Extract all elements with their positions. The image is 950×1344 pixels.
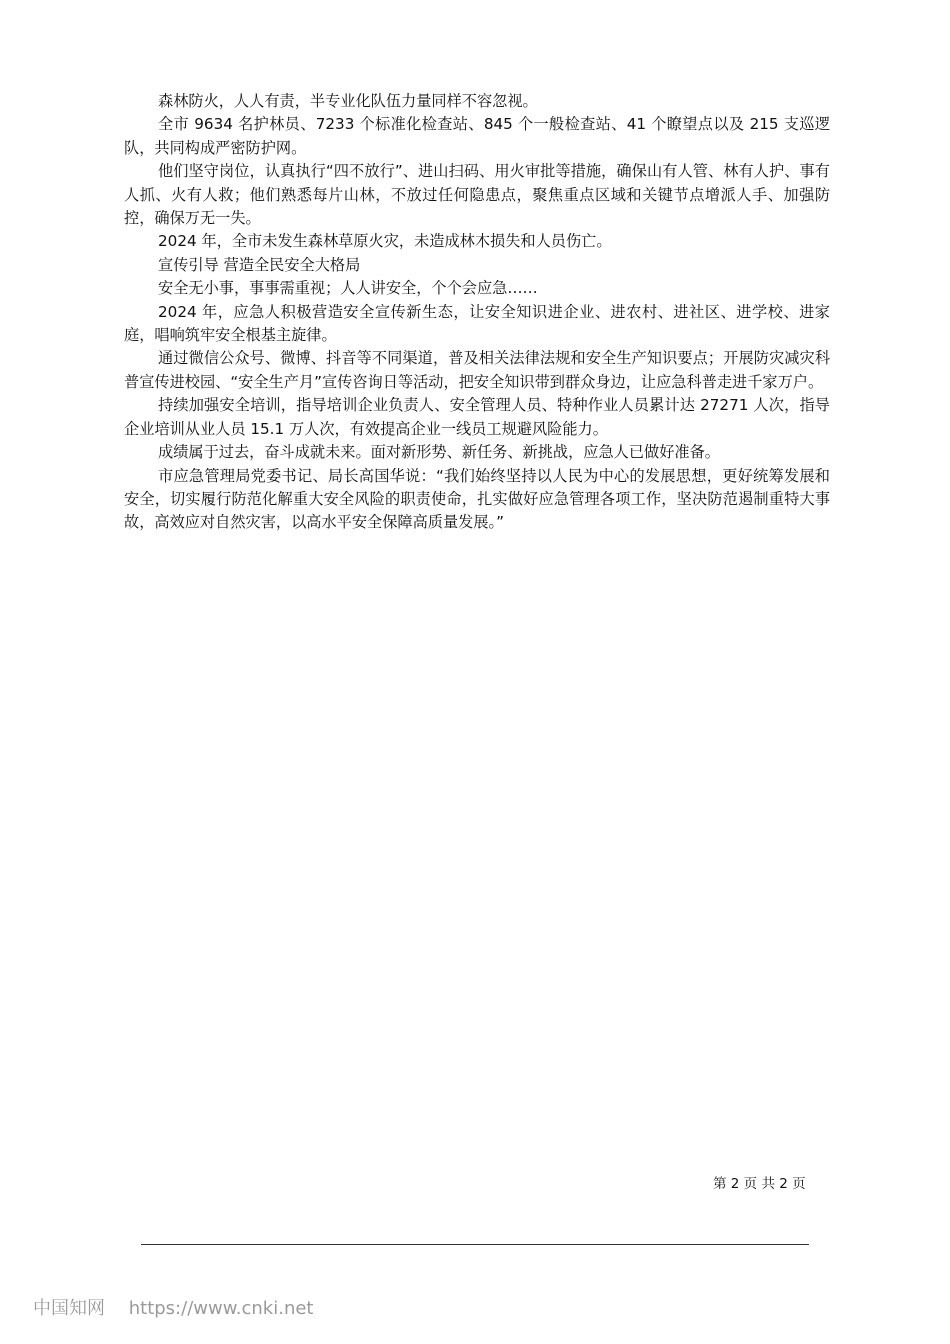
paragraph: 市应急管理局党委书记、局长高国华说：“我们始终坚持以人民为中心的发展思想，更好统筹发展和安全，切实履行防范化解重大安全风险的职责使命，扎实做好应急管理各项工作，坚决防范遏制重特大事故，高效应对自然灾害，以高水平安全保障高质量发展。” xyxy=(124,466,830,532)
paragraph: 2024 年，应急人积极营造安全宣传新生态，让安全知识进企业、进农村、进社区、进学校、进家庭，唱响筑牢安全根基主旋律。 xyxy=(124,302,830,345)
footer-divider xyxy=(141,1244,809,1245)
paragraph: 他们坚守岗位，认真执行“四不放行”、进山扫码、用火审批等措施，确保山有人管、林有人护、事有人抓、火有人救；他们熟悉每片山林，不放过任何隐患点，聚焦重点区域和关键节点增派人手、加强防控，确保万无一失。 xyxy=(124,162,830,228)
paragraph: 安全无小事，事事需重视；人人讲安全，个个会应急…… xyxy=(158,279,538,298)
paragraph: 通过微信公众号、微博、抖音等不同渠道，普及相关法律法规和安全生产知识要点；开展防灾减灾科普宣传进校园、“安全生产月”宣传咨询日等活动，把安全知识带到群众身边，让应急科普走进千家万户。 xyxy=(124,349,830,391)
paragraph: 森林防火，人人有责，半专业化队伍力量同样不容忽视。 xyxy=(158,92,538,110)
cnki-url: https://www.cnki.net xyxy=(128,1298,314,1319)
cnki-watermark xyxy=(33,1294,313,1320)
page-number: 第 2 页 共 2 页 xyxy=(713,1176,806,1192)
paragraph: 全市 9634 名护林员、7233 个标准化检查站、845 个一般检查站、41 个瞭望点以及 215 支巡逻队，共同构成严密防护网。 xyxy=(124,115,830,157)
paragraph: 2024 年，全市未发生森林草原火灾，未造成林木损失和人员伤亡。 xyxy=(158,232,612,251)
paragraph: 持续加强安全培训，指导培训企业负责人、安全管理人员、特种作业人员累计达 27271 人次，指导企业培训从业人员 15.1 万人次，有效提高企业一线员工规避风险能力。 xyxy=(124,396,830,438)
paragraph: 成绩属于过去，奋斗成就未来。面对新形势、新任务、新挑战，应急人已做好准备。 xyxy=(158,443,720,462)
section-heading: 宣传引导 营造全民安全大格局 xyxy=(158,255,361,274)
document-body xyxy=(124,90,830,535)
cnki-logo-text: 中国知网 xyxy=(33,1298,105,1319)
